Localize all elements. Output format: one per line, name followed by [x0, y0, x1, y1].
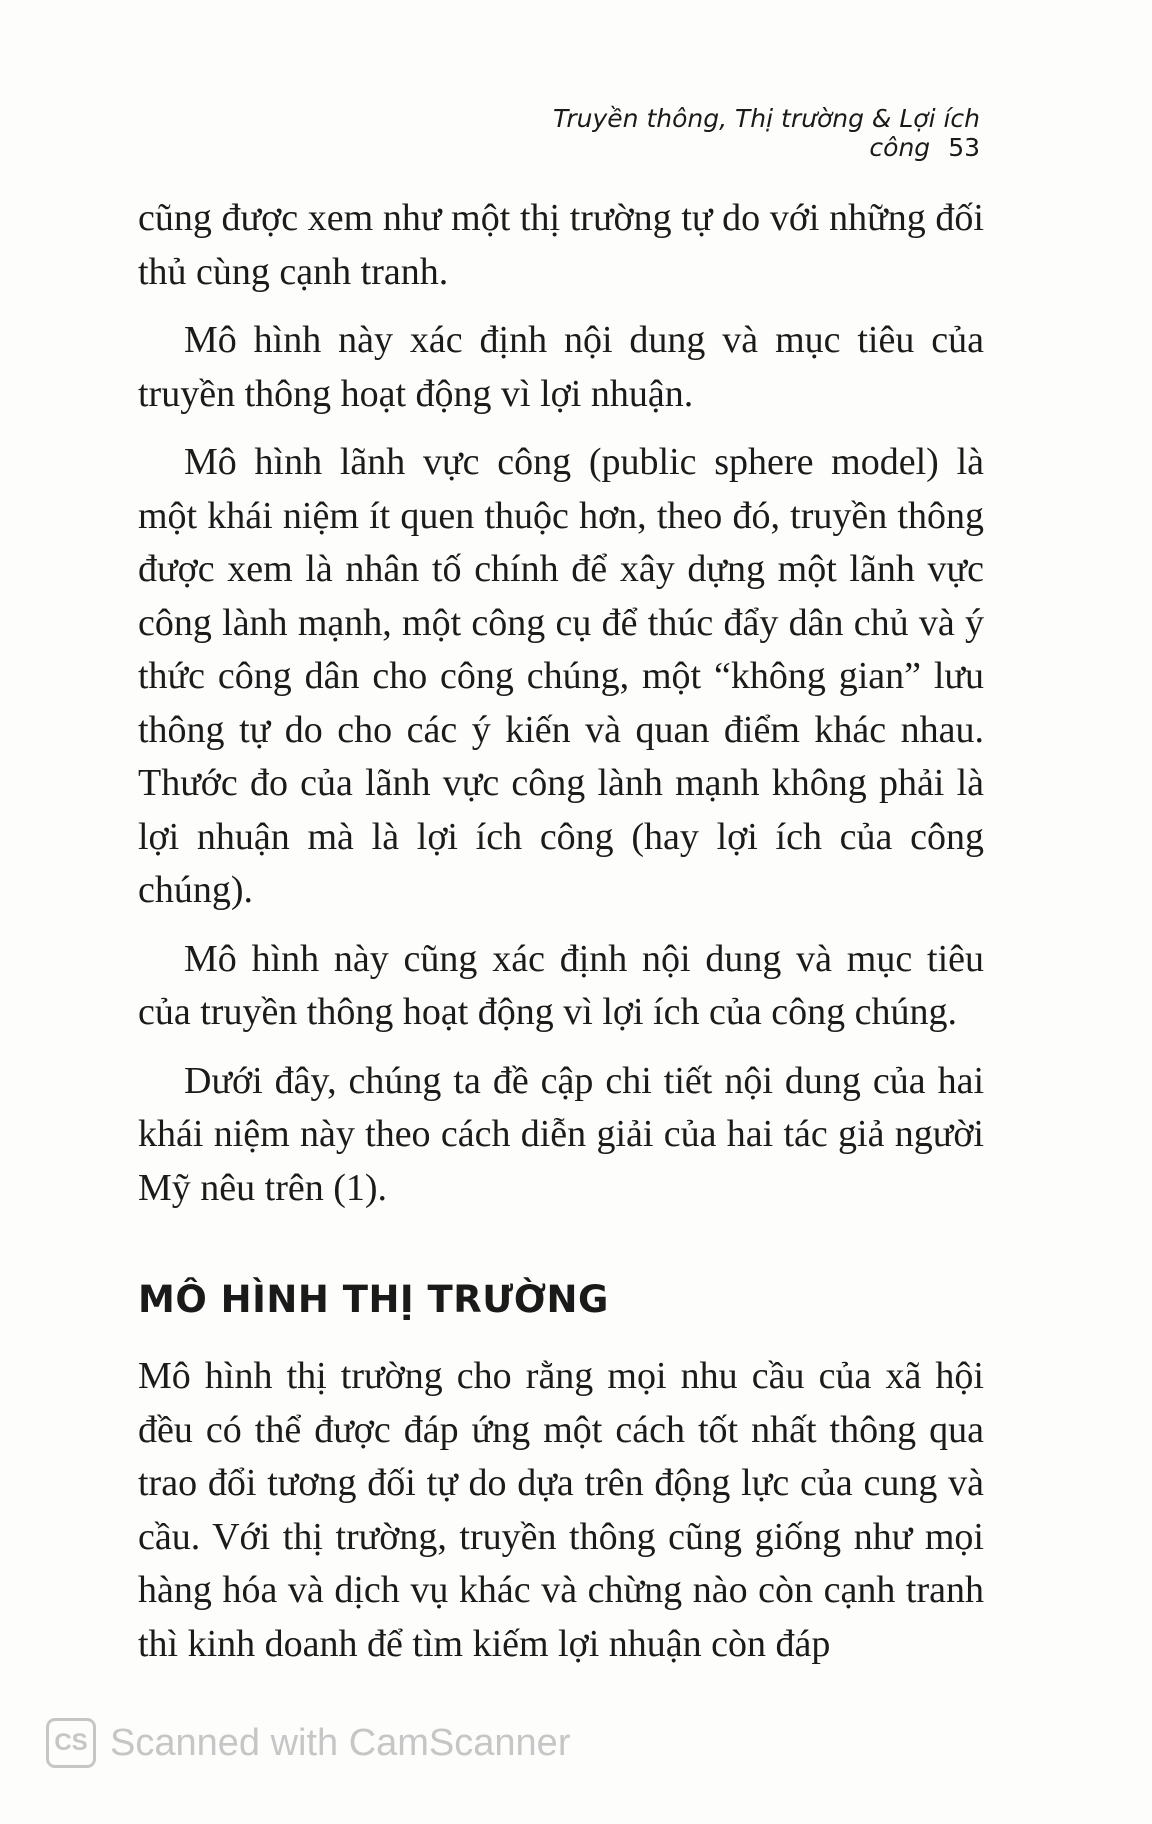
section-heading: MÔ HÌNH THỊ TRƯỜNG: [138, 1278, 609, 1321]
paragraph: Mô hình lãnh vực công (public sphere model) là một khái niệm ít quen thuộc hơn, theo đó, truyền thông được xem là nhân tố chính để xây dựng một lãnh vực công lành mạnh, một công cụ để thúc đẩy dân chủ và ý thức công dân cho công chúng, một “không gian” lưu thông tự do cho các ý kiến và quan điểm khác nhau. Thước đo của lãnh vực công lành mạnh không phải là lợi nhuận mà là lợi ích công (hay lợi ích của công chúng).: [138, 441, 984, 911]
camscanner-logo-icon: CS: [46, 1718, 96, 1768]
running-title: Truyền thông, Thị trường & Lợi ích công: [553, 104, 980, 162]
scanner-watermark: [46, 1718, 570, 1768]
paragraph: Mô hình này xác định nội dung và mục tiêu của truyền thông hoạt động vì lợi nhuận.: [138, 319, 984, 415]
section-body: [138, 1350, 984, 1671]
paragraph: Dưới đây, chúng ta đề cập chi tiết nội dung của hai khái niệm này theo cách diễn giải của hai tác giả người Mỹ nêu trên (1).: [138, 1059, 984, 1209]
page-number: 53: [948, 133, 980, 162]
running-header: [460, 104, 980, 162]
paragraph-continuation: cũng được xem như một thị trường tự do với những đối thủ cùng cạnh tranh.: [138, 197, 984, 293]
section-paragraph: Mô hình thị trường cho rằng mọi nhu cầu của xã hội đều có thể được đáp ứng một cách tốt nhất thông qua trao đổi tương đối tự do dựa trên động lực của cung và cầu. Với thị trường, truyền thông cũng giống như mọi hàng hóa và dịch vụ khác và chừng nào còn cạnh tranh thì kinh doanh để tìm kiếm lợi nhuận còn đáp: [138, 1355, 984, 1665]
watermark-text: Scanned with CamScanner: [110, 1721, 571, 1764]
paragraph: Mô hình này cũng xác định nội dung và mục tiêu của truyền thông hoạt động vì lợi ích của công chúng.: [138, 937, 984, 1033]
body-text: [138, 192, 984, 1230]
